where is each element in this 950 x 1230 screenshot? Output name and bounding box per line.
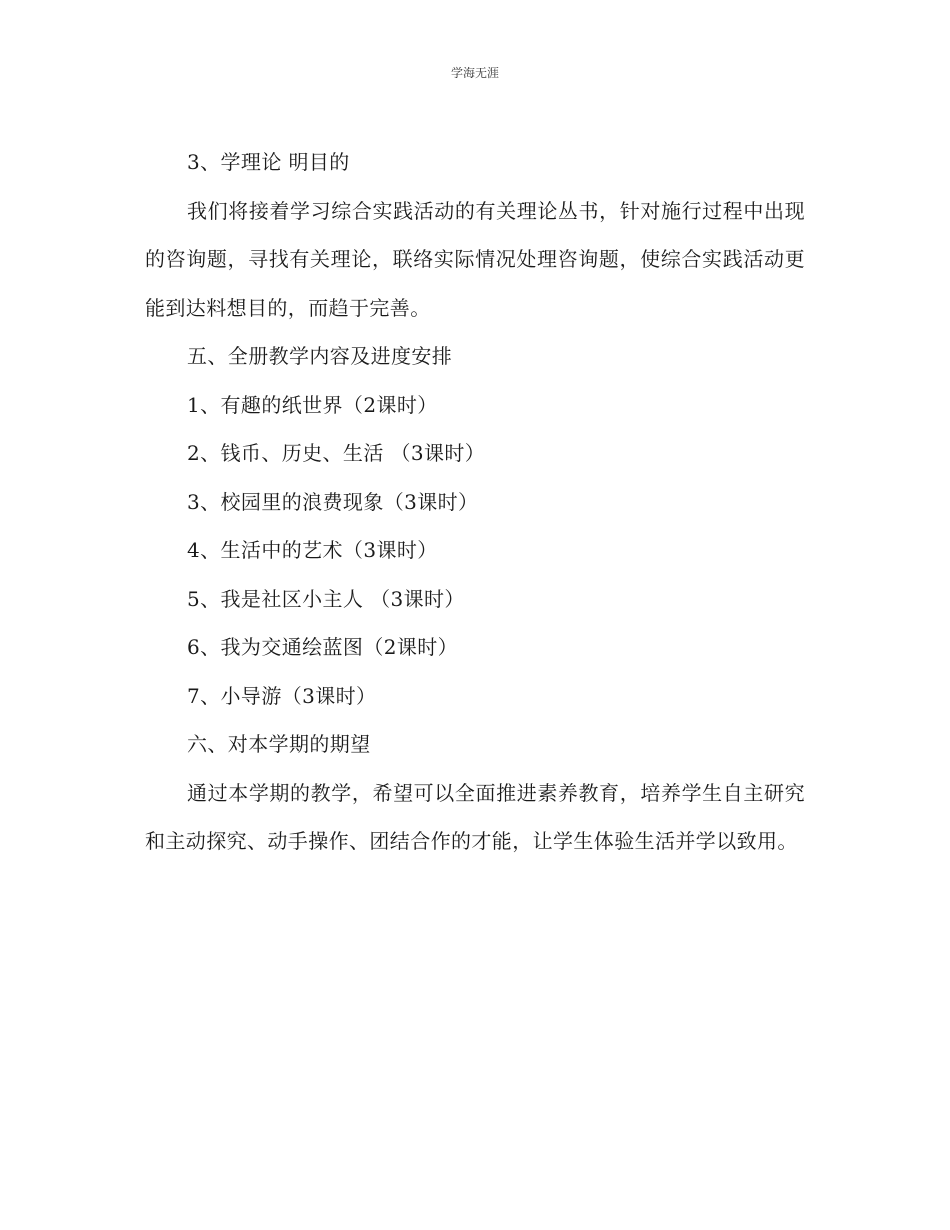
section-heading-expectation: 六、对本学期的期望 [187, 732, 371, 756]
paragraph-theory: 我们将接着学习综合实践活动的有关理论丛书，针对施行过程中出现的咨询题，寻找有关理论，联络实际情况处理咨询题，使综合实践活动更能到达料想目的，而趋于完善。 [145, 198, 805, 320]
section-heading-schedule: 五、全册教学内容及进度安排 [187, 344, 453, 368]
section-heading-theory: 3、学理论 明目的 [187, 150, 350, 174]
list-item: 2、钱币、历史、生活 （3课时） [187, 441, 486, 465]
list-item: 1、有趣的纸世界（2课时） [187, 392, 438, 417]
paragraph-expectation: 通过本学期的教学，希望可以全面推进素养教育，培养学生自主研究和主动探究、动手操作、团结合作的才能，让学生体验生活并学以致用。 [145, 780, 805, 853]
document-body [145, 138, 805, 866]
list-item: 5、我是社区小主人 （3课时） [187, 586, 465, 611]
list-item: 4、生活中的艺术（3课时） [187, 538, 438, 562]
list-item: 6、我为交通绘蓝图（2课时） [187, 635, 459, 659]
page-header: 学海无涯 [450, 66, 499, 80]
list-item: 7、小导游（3课时） [187, 683, 377, 708]
list-item: 3、校园里的浪费现象（3课时） [187, 489, 479, 514]
